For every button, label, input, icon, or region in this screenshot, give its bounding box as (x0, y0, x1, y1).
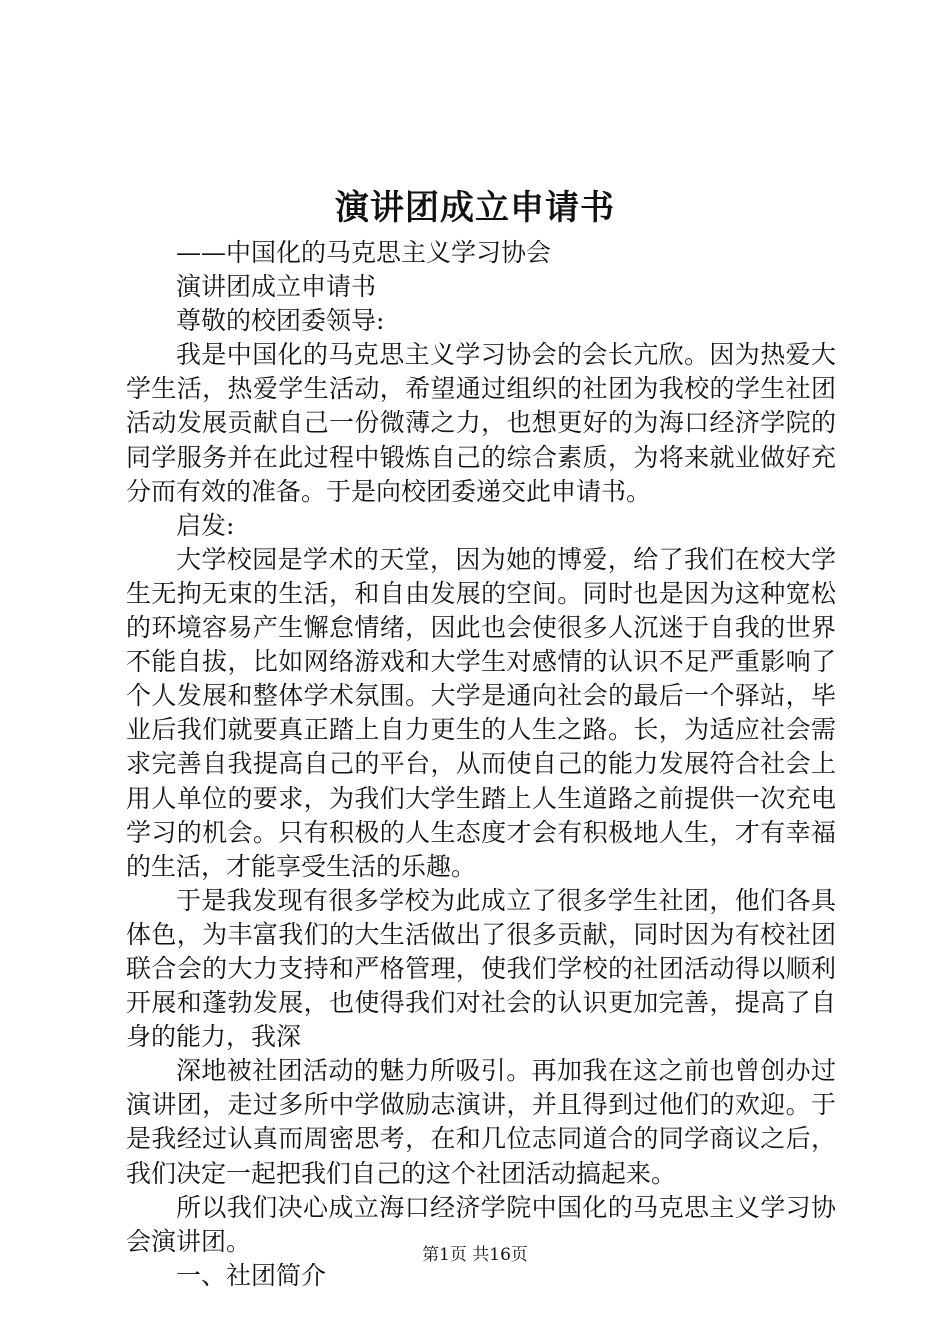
body-paragraph: 大学校园是学术的天堂，因为她的博爱，给了我们在校大学生无拘无束的生活，和自由发展的空间。同时也是因为这种宽松的环境容易产生懈怠情绪，因此也会使很多人沉迷于自我的世界不能自拔，比如网络游戏和大学生对感情的认识不足严重影响了个人发展和整体学术氛围。大学是通向社会的最后一个驿站，毕业后我们就要真正踏上自力更生的人生之路。长，为适应社会需求完善自我提高自己的平台，从而使自己的能力发展符合社会上用人单位的要求，为我们大学生踏上人生道路之前提供一次充电学习的机会。只有积极的人生态度才会有积极地人生，才有幸福的生活，才能享受生活的乐趣。 (126, 544, 836, 881)
section-label-paragraph: 启发: (176, 510, 235, 540)
document-title: 演讲团成立申请书 (335, 188, 615, 228)
subtitle-paragraph: ——中国化的马克思主义学习协会 (176, 238, 552, 267)
section-heading-paragraph: 一、社团简介 (176, 1260, 327, 1290)
document-body (126, 236, 836, 1293)
body-paragraph: 深地被社团活动的魅力所吸引。再加我在这之前也曾创办过演讲团，走过多所中学做励志演讲，并且得到过他们的欢迎。于是我经过认真而周密思考，在和几位志同道合的同学商议之后，我们决定一起把我们自己的这个社团活动搞起来。 (126, 1056, 836, 1188)
body-paragraph: 于是我发现有很多学校为此成立了很多学生社团，他们各具体色，为丰富我们的大生活做出了很多贡献，同时因为有校社团联合会的大力支持和严格管理，使我们学校的社团活动得以顺利开展和蓬勃发展，也使得我们对社会的认识更加完善，提高了自身的能力，我深 (126, 885, 836, 1052)
page-footer: 第1页 共16页 (422, 1245, 528, 1265)
intro-paragraph: 我是中国化的马克思主义学习协会的会长亢欣。因为热爱大学生活，热爱学生活动，希望通过组织的社团为我校的学生社团活动发展贡献自己一份微薄之力，也想更好的为海口经济学院的同学服务并在此过程中锻炼自己的综合素质，为将来就业做好充分而有效的准备。于是向校团委递交此申请书。 (126, 340, 836, 506)
heading-paragraph: 演讲团成立申请书 (176, 272, 377, 302)
salutation-paragraph: 尊敬的校团委领导: (176, 306, 385, 336)
body-paragraph: 所以我们决心成立海口经济学院中国化的马克思主义学习协会演讲团。 (126, 1192, 836, 1256)
